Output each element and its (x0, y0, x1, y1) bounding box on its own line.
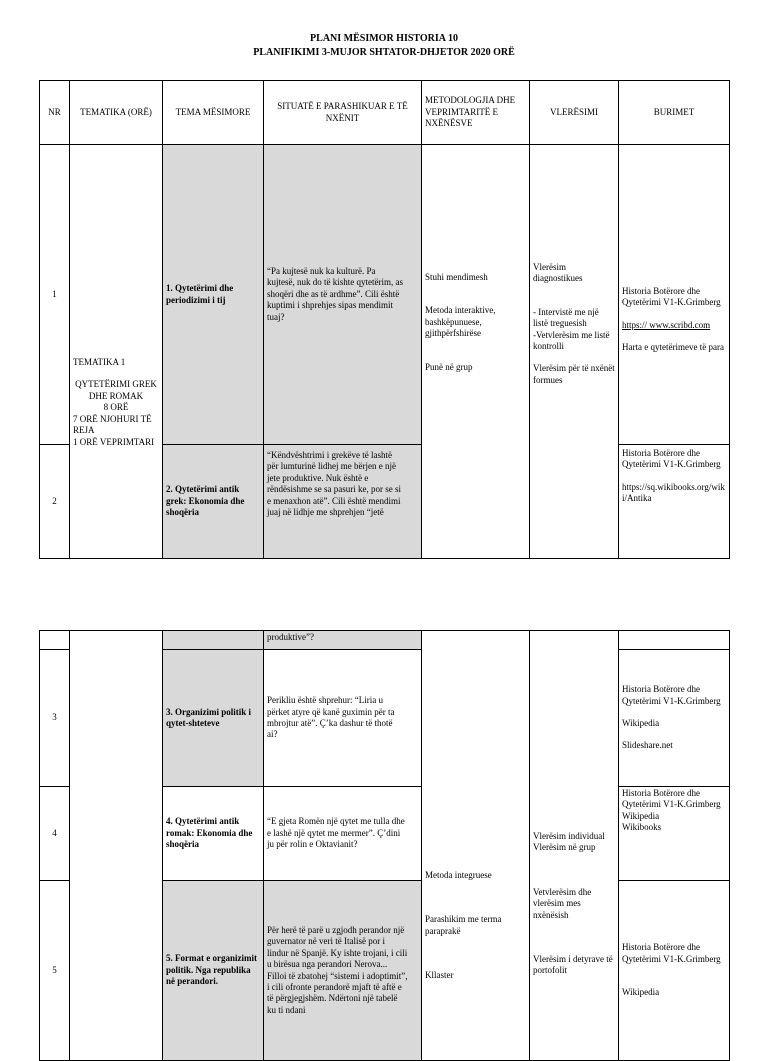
source-link[interactable]: https:// www.scribd.com (622, 319, 711, 330)
row-nr: 1 (40, 145, 70, 445)
row-situate (264, 650, 422, 787)
row-tema: 2. Qytetërimi antik grek: Ekonomia dhe shoqëria (163, 445, 264, 559)
source-item: Wikipedia (622, 987, 660, 998)
row-situate-text: “E gjeta Romën një qytet me tulla dhe e lashë një qytet me mermer”. Ç’dini ju për rolin e Oktavianit? (267, 816, 405, 850)
assessment-cell (530, 145, 619, 559)
continuation-row (40, 631, 730, 650)
source-item: Historia Botërore dhe Qytetërimi V1-K.Grimberg (622, 684, 721, 706)
plan-subtitle: PLANIFIKIMI 3-MUJOR SHTATOR-DHJETOR 2020 ORË (253, 47, 515, 58)
method-item: Kllaster (425, 970, 454, 981)
table-row (40, 145, 730, 445)
source-item: Historia Botërore dhe Qytetërimi V1-K.Grimberg (622, 788, 721, 810)
row-nr: 3 (40, 650, 70, 787)
assessment-cell (530, 631, 619, 1061)
source-item: Wikibooks (622, 822, 662, 833)
assessment-item: Vlerësim individual (533, 831, 605, 841)
continuation-text: produktive”? (264, 631, 422, 650)
assessment-item: -Vetvlerësim me listë kontrolli (533, 329, 610, 352)
source-item: Wikipedia (622, 718, 660, 728)
row-situate (264, 881, 422, 1061)
tematika-label: TEMATIKA 1 (73, 357, 126, 368)
method-cell (422, 631, 530, 1061)
method-item: Metoda interaktive, bashkëpunuese, gjithpërfshirëse (425, 305, 496, 339)
row-nr: 2 (40, 445, 70, 559)
row-nr: 5 (40, 881, 70, 1061)
tematika-name: QYTETËRIMI GREK DHE ROMAK (75, 379, 157, 401)
method-item: Metoda integruese (425, 870, 492, 880)
col-nr: NR (40, 81, 70, 145)
row-situate (264, 787, 422, 881)
source-item: Historia Botërore dhe Qytetërimi V1-K.Grimberg (622, 286, 721, 308)
tematika-new-hours: 7 ORË NJOHURI TË REJA (73, 413, 152, 436)
row-tema: 5. Format e organizimit politik. Nga republika në perandori. (163, 881, 264, 1061)
row-situate-text: “Këndvështrimi i grekëve të lashtë për lumturinë lidhej me bërjen e një jete produktive. Nuk është e rëndësishme se sa pasuri ke, por se si e menaxhon atë”. Cili është mendimi juaj në lidhje me shprehjen “jetë (267, 450, 401, 518)
method-item: Stuhi mendimesh (425, 272, 488, 282)
source-item: Wikipedia (622, 810, 660, 821)
col-metodologjia: METODOLOGJIA DHE VEPRIMTARITË E NXËNËSVE (422, 81, 530, 145)
plan-table-1 (39, 80, 730, 559)
method-item: Parashikim me terma paraprakë (425, 914, 502, 936)
row-situate-text: “Pa kujtesë nuk ka kulturë. Pa kujtesë, nuk do të kishte qytetërim, as shoqëri dhe as të ardhme”. Cili është kuptimi i shprehjes sipas mendimit tuaj? (267, 265, 403, 322)
row-tema: 4. Qytetërimi antik romak: Ekonomia dhe shoqëria (163, 787, 264, 881)
row-situate (264, 445, 422, 559)
row-situate-text: Për herë të parë u zgjodh perandor një guvernator në veri të Italisë por i lindur në Spanjë. Ky ishte trojani, i cili u birësua nga perandori Nerova... Filloi të zbatohej “sistemi i adoptimit”, i cili ofronte perandorë mjaft të aftë e të përgjegjshëm. Ndërtoni një tabelë ku ti ndani (267, 924, 408, 1015)
source-item: Historia Botërore dhe Qytetërimi V1-K.Grimberg (622, 448, 721, 470)
source-item: Slideshare.net (622, 740, 673, 751)
source-item: Historia Botërore dhe Qytetërimi V1-K.Grimberg (622, 942, 721, 964)
tematika-activity-hours: 1 ORË VEPRIMTARI (73, 436, 155, 447)
assessment-item: Vlerësim diagnostikues (533, 262, 583, 284)
tematika-hours: 8 ORË (103, 402, 129, 413)
row-situate-text: Perikliu është shprehur: “Liria u përket atyre që kanë guximin për ta mbrojtur atë”. Ç’ka dashur të thotë ai? (267, 695, 395, 740)
header-row (40, 81, 730, 145)
row-tema: 1. Qytetërimi dhe periodizimi i tij (163, 145, 264, 445)
row-situate (264, 145, 422, 445)
plan-table-2 (39, 630, 730, 1061)
row-burimet (619, 145, 730, 445)
row-nr: 4 (40, 787, 70, 881)
col-tema: TEMA MËSIMORE (163, 81, 264, 145)
source-link[interactable]: https://sq.wikibooks.org/wiki/Antika (622, 481, 725, 504)
assessment-item: Vlerësim për të nxënët formues (533, 363, 615, 385)
col-vleresimi: VLERËSIMI (530, 81, 619, 145)
col-tematika: TEMATIKA (ORË) (70, 81, 163, 145)
row-burimet (619, 650, 730, 787)
tematika-cell (70, 145, 163, 559)
assessment-item: Vlerësim në grup (533, 842, 596, 853)
col-situate: SITUATË E PARASHIKUAR E TË NXËNIT (264, 81, 422, 145)
row-burimet (619, 787, 730, 881)
row-burimet (619, 881, 730, 1061)
method-item: Punë në grup (425, 361, 473, 372)
row-burimet (619, 445, 730, 559)
source-item: Harta e qytetërimeve të para (622, 342, 724, 353)
assessment-item: - Intervistë me një listë treguesish (533, 306, 599, 329)
col-burimet: BURIMET (619, 81, 730, 145)
row-tema: 3. Organizimi politik i qytet-shteteve (163, 650, 264, 787)
assessment-item: Vetvlerësim dhe vlerësim mes nxënësish (533, 886, 592, 920)
assessment-item: Vlerësim i detyrave të portofolit (533, 954, 613, 976)
method-cell (422, 145, 530, 559)
plan-title: PLANI MËSIMOR HISTORIA 10 (310, 33, 458, 44)
